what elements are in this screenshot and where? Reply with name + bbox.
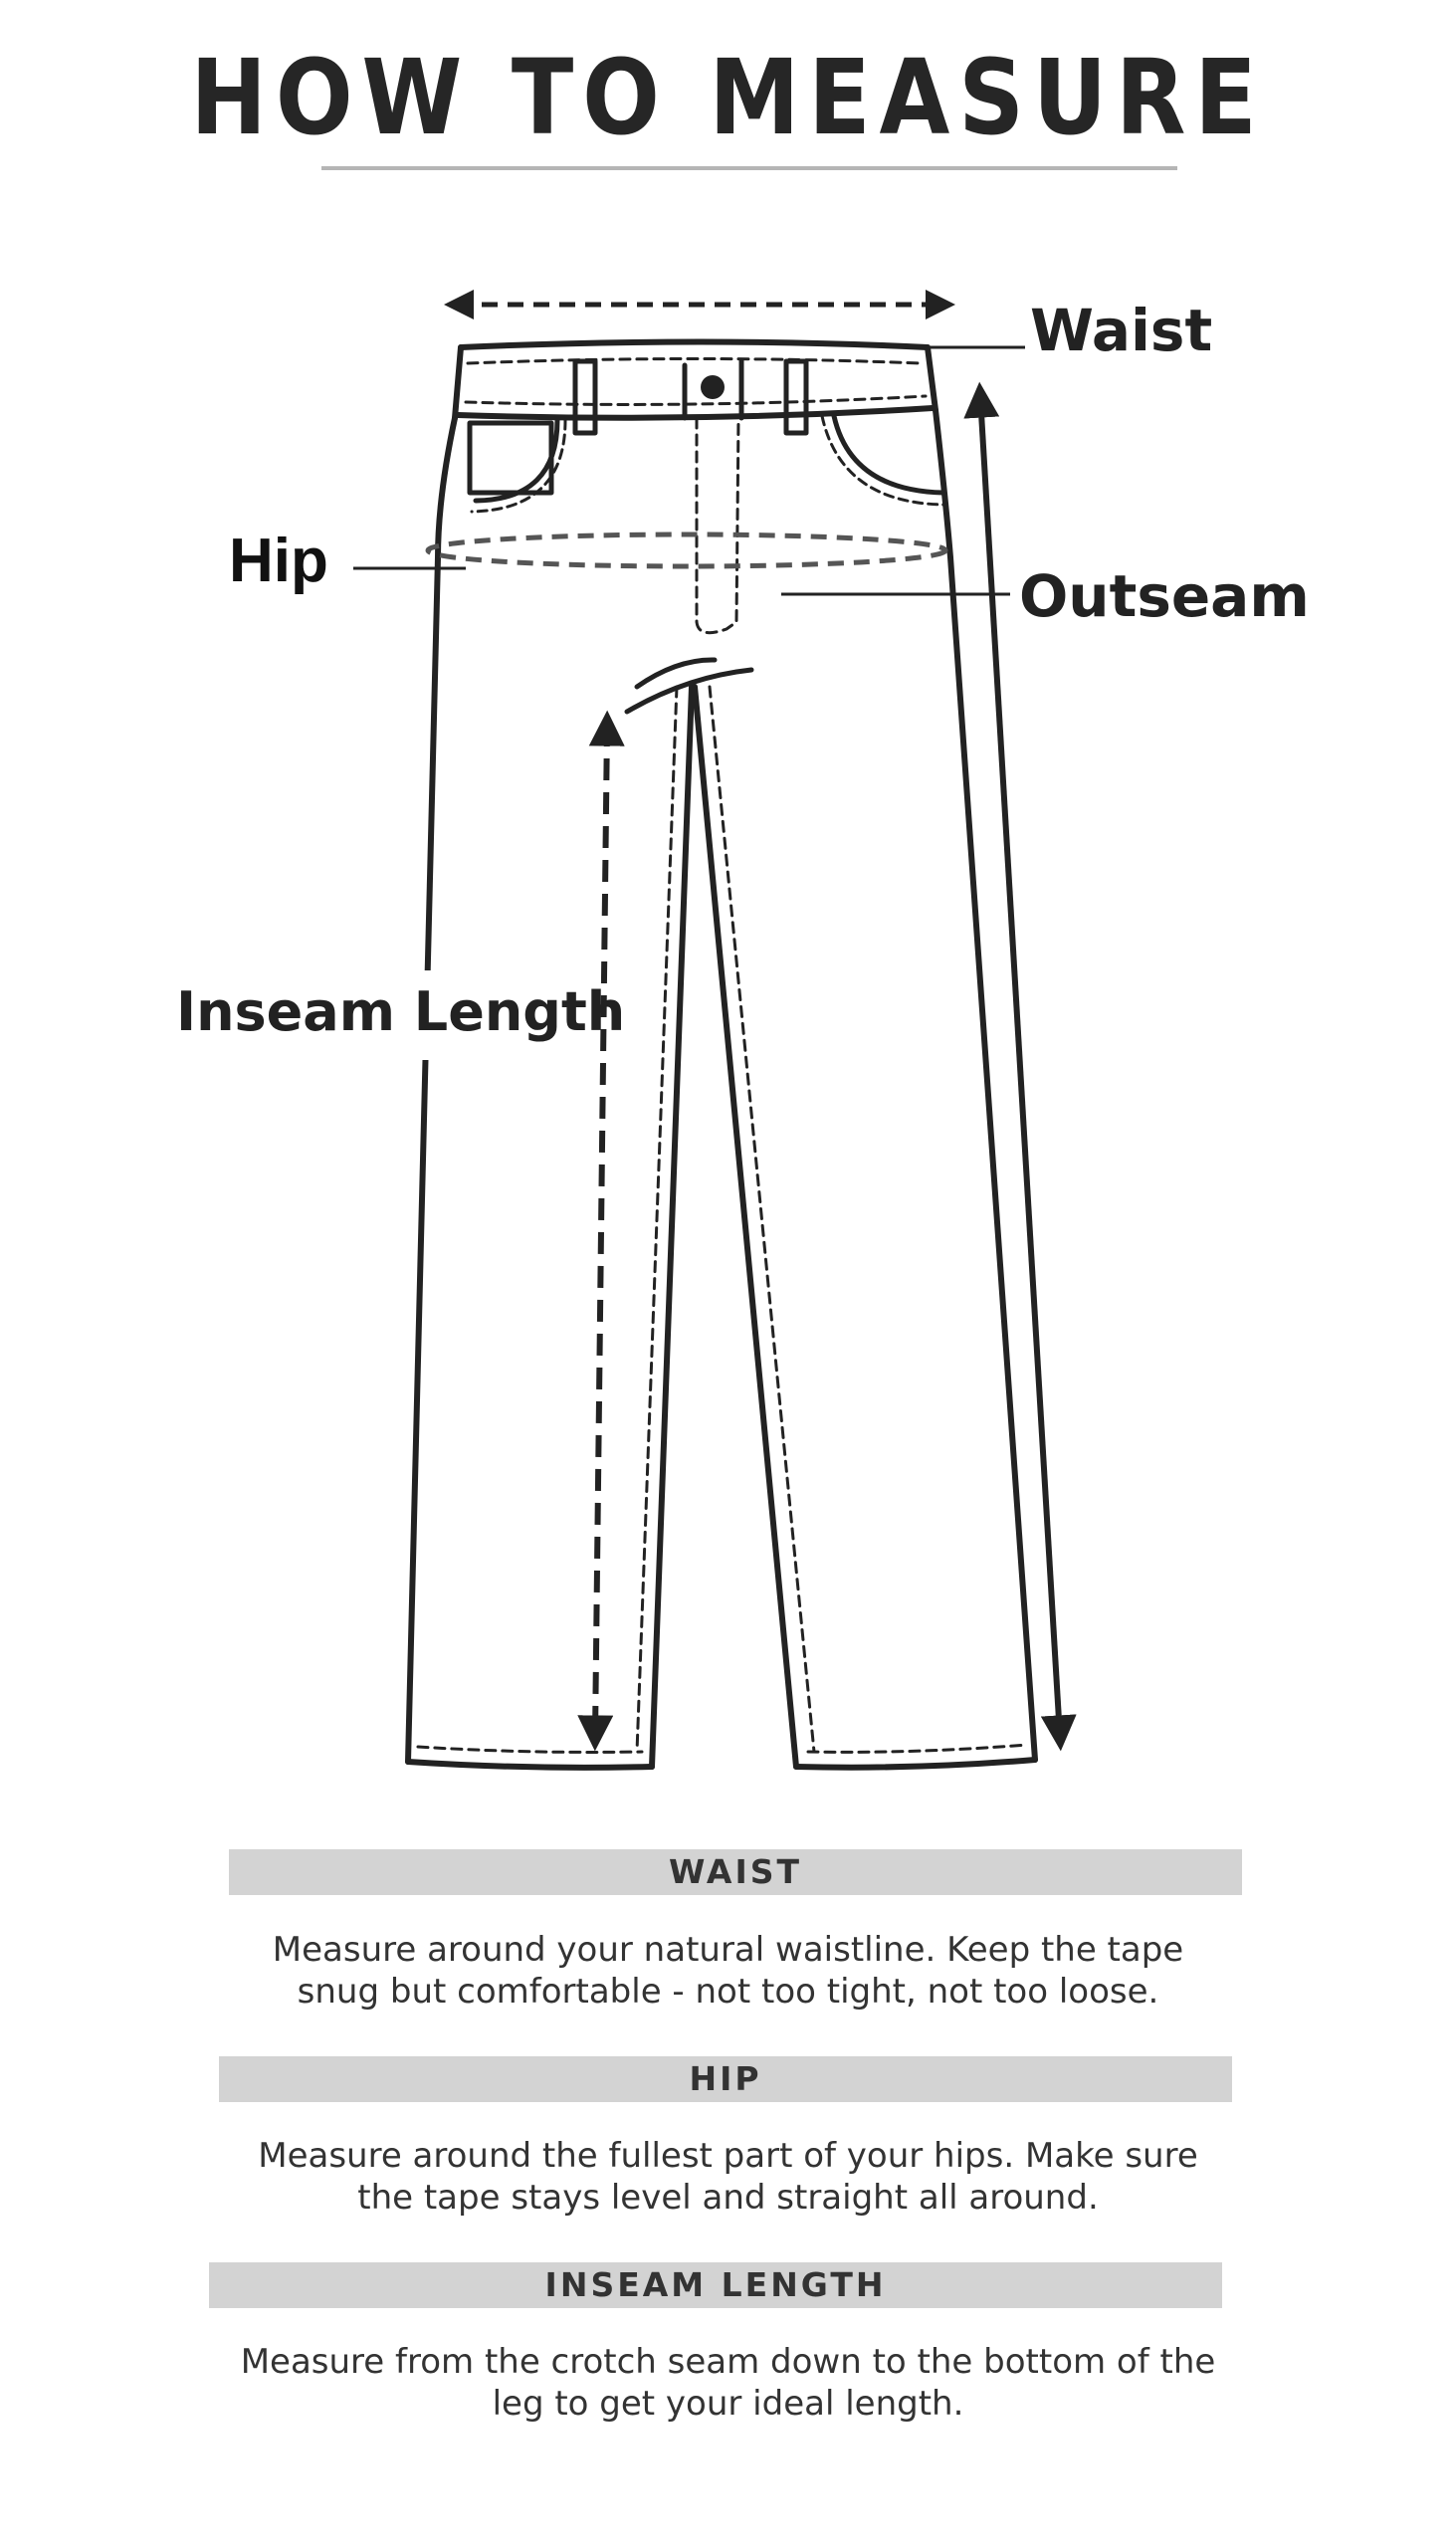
waist-heading: WAIST (668, 1852, 802, 1891)
inseam-heading: INSEAM LENGTH (544, 2265, 887, 2304)
inseam-heading-band (209, 2262, 1222, 2308)
page-title: HOW TO MEASURE (190, 37, 1266, 158)
inseam-length-label: Inseam Length (176, 980, 626, 1043)
title-divider (321, 166, 1177, 170)
hip-label: Hip (229, 527, 328, 595)
hip-heading: HIP (689, 2059, 762, 2098)
waist-description-line-2: snug but comfortable - not too tight, not too loose. (297, 1972, 1159, 2012)
hip-description-line-2: the tape stays level and straight all around. (357, 2178, 1099, 2218)
outseam-label: Outseam (1019, 562, 1310, 630)
waist-heading-band (229, 1849, 1242, 1895)
waist-label: Waist (1030, 297, 1213, 364)
hip-heading-band (219, 2056, 1232, 2102)
inseam-description-line-1: Measure from the crotch seam down to the bottom of the (240, 2342, 1216, 2382)
waist-description-line-1: Measure around your natural waistline. Keep the tape (272, 1930, 1184, 1970)
hip-description-line-1: Measure around the fullest part of your hips. Make sure (258, 2136, 1198, 2176)
inseam-arrow (595, 725, 607, 1737)
hip-ellipse (428, 534, 945, 566)
inseam-description-line-2: leg to get your ideal length. (492, 2384, 964, 2424)
